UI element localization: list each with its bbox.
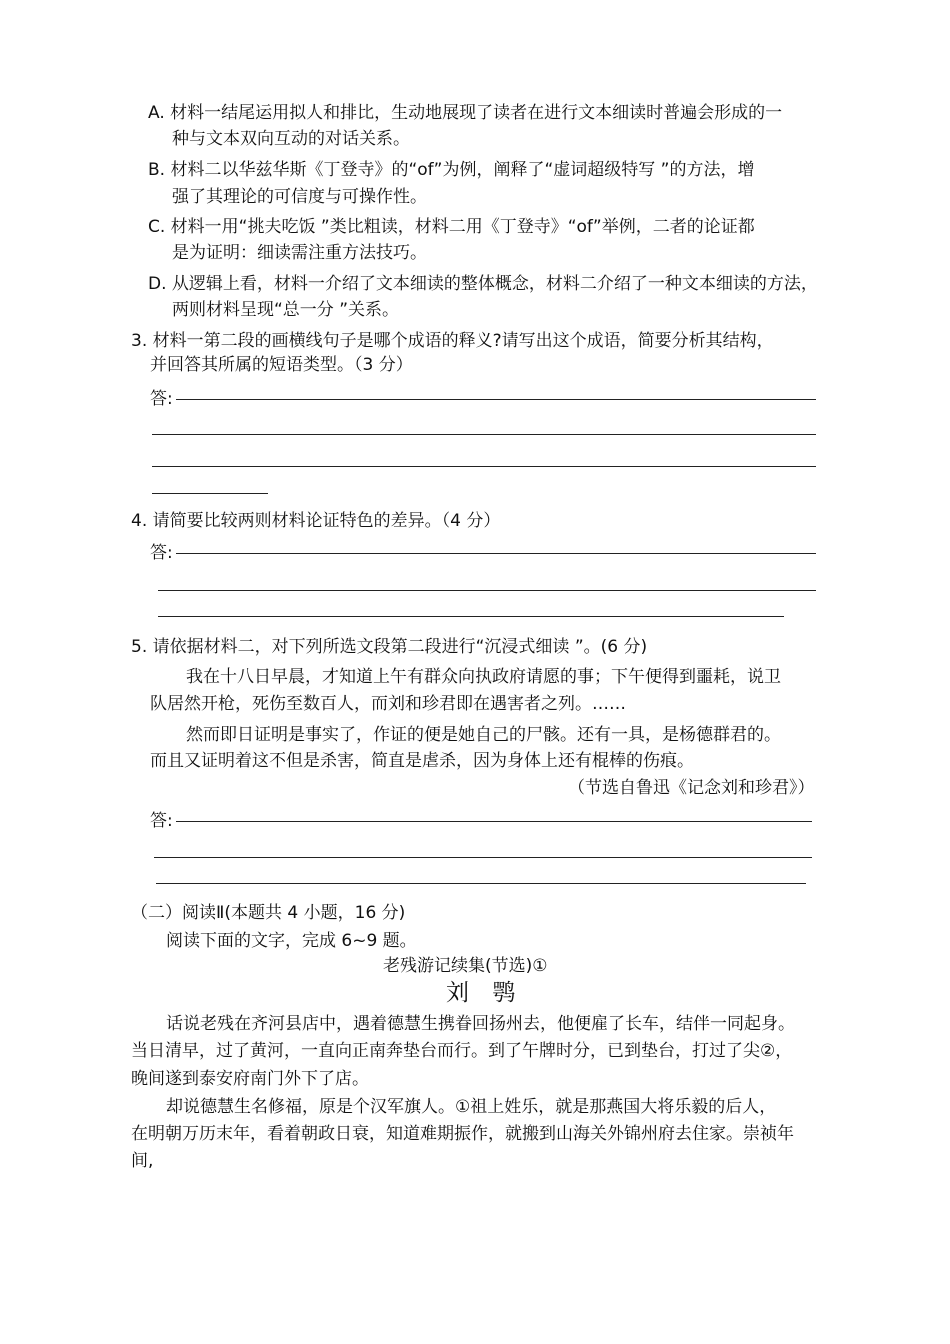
answer-line[interactable]: [156, 883, 806, 884]
passage-p2-line1: 却说德慧生名修福，原是个汉军旗人。①祖上姓乐，就是那燕国大将乐毅的后人，: [166, 1097, 777, 1117]
answer-line[interactable]: [176, 821, 812, 822]
question-3-line2: 并回答其所属的短语类型。（3 分）: [150, 355, 413, 375]
excerpt-p2-line2: 而且又证明着这不但是杀害，简直是虐杀，因为身体上还有棍棒的伤痕。: [150, 751, 694, 771]
answer-line[interactable]: [158, 590, 816, 591]
answer-label-q5: 答:: [150, 811, 173, 831]
option-c-line1: C. 材料一用“挑夫吃饭 ”类比粗读，材料二用《丁登寺》“of”举例，二者的论证都: [148, 217, 755, 237]
answer-line[interactable]: [152, 466, 816, 467]
answer-line[interactable]: [152, 434, 816, 435]
excerpt-p2-line1: 然而即日证明是事实了，作证的便是她自己的尸骸。还有一具，是杨德群君的。: [186, 725, 781, 745]
section-2-instruction: 阅读下面的文字，完成 6~9 题。: [166, 931, 417, 951]
answer-line[interactable]: [158, 616, 784, 617]
option-a-line2: 种与文本双向互动的对话关系。: [172, 129, 410, 149]
answer-label-q4: 答:: [150, 543, 173, 563]
excerpt-p1-line1: 我在十八日早晨，才知道上午有群众向执政府请愿的事；下午便得到噩耗，说卫: [186, 667, 781, 687]
excerpt-source: （节选自鲁迅《记念刘和珍君》）: [568, 778, 815, 798]
section-2-heading: （二）阅读Ⅱ(本题共 4 小题，16 分): [131, 903, 406, 923]
passage-p2-line2: 在明朝万历末年，看着朝政日衰，知道难期振作，就搬到山海关外锦州府去住家。崇祯年: [131, 1124, 794, 1144]
work-title: 老残游记续集(节选)①: [383, 956, 548, 976]
question-5-line1: 5. 请依据材料二，对下列所选文段第二段进行“沉浸式细读 ”。(6 分): [131, 637, 648, 657]
passage-p2-line3: 间,: [131, 1151, 154, 1171]
option-c-line2: 是为证明：细读需注重方法技巧。: [172, 243, 427, 263]
answer-line[interactable]: [154, 857, 812, 858]
answer-line[interactable]: [152, 493, 268, 494]
passage-p1-line3: 晚间遂到泰安府南门外下了店。: [131, 1069, 369, 1089]
option-b-line2: 强了其理论的可信度与可操作性。: [172, 187, 427, 207]
question-3-line1: 3. 材料一第二段的画横线句子是哪个成语的释义?请写出这个成语，简要分析其结构，: [131, 331, 774, 351]
answer-line[interactable]: [176, 399, 816, 400]
answer-label-q3: 答:: [150, 389, 173, 409]
question-4-line1: 4. 请简要比较两则材料论证特色的差异。（4 分）: [131, 511, 501, 531]
author-name: 刘 鹗: [446, 980, 524, 1006]
passage-p1-line1: 话说老残在齐河县店中，遇着德慧生携眷回扬州去，他便雇了长车，结伴一同起身。: [166, 1014, 795, 1034]
option-a-line1: A. 材料一结尾运用拟人和排比，生动地展现了读者在进行文本细读时普遍会形成的一: [148, 103, 783, 123]
option-d-line2: 两则材料呈现“总一分 ”关系。: [172, 300, 400, 320]
answer-line[interactable]: [176, 553, 816, 554]
option-b-line1: B. 材料二以华兹华斯《丁登寺》的“of”为例，阐释了“虚词超级特写 ”的方法，增: [148, 160, 755, 180]
option-d-line1: D. 从逻辑上看，材料一介绍了文本细读的整体概念，材料二介绍了一种文本细读的方法，: [148, 274, 818, 294]
passage-p1-line2: 当日清早，过了黄河，一直向正南奔垫台而行。到了午牌时分，已到垫台，打过了尖②，: [131, 1041, 793, 1061]
excerpt-p1-line2: 队居然开枪，死伤至数百人，而刘和珍君即在遇害者之列。……: [150, 694, 626, 714]
